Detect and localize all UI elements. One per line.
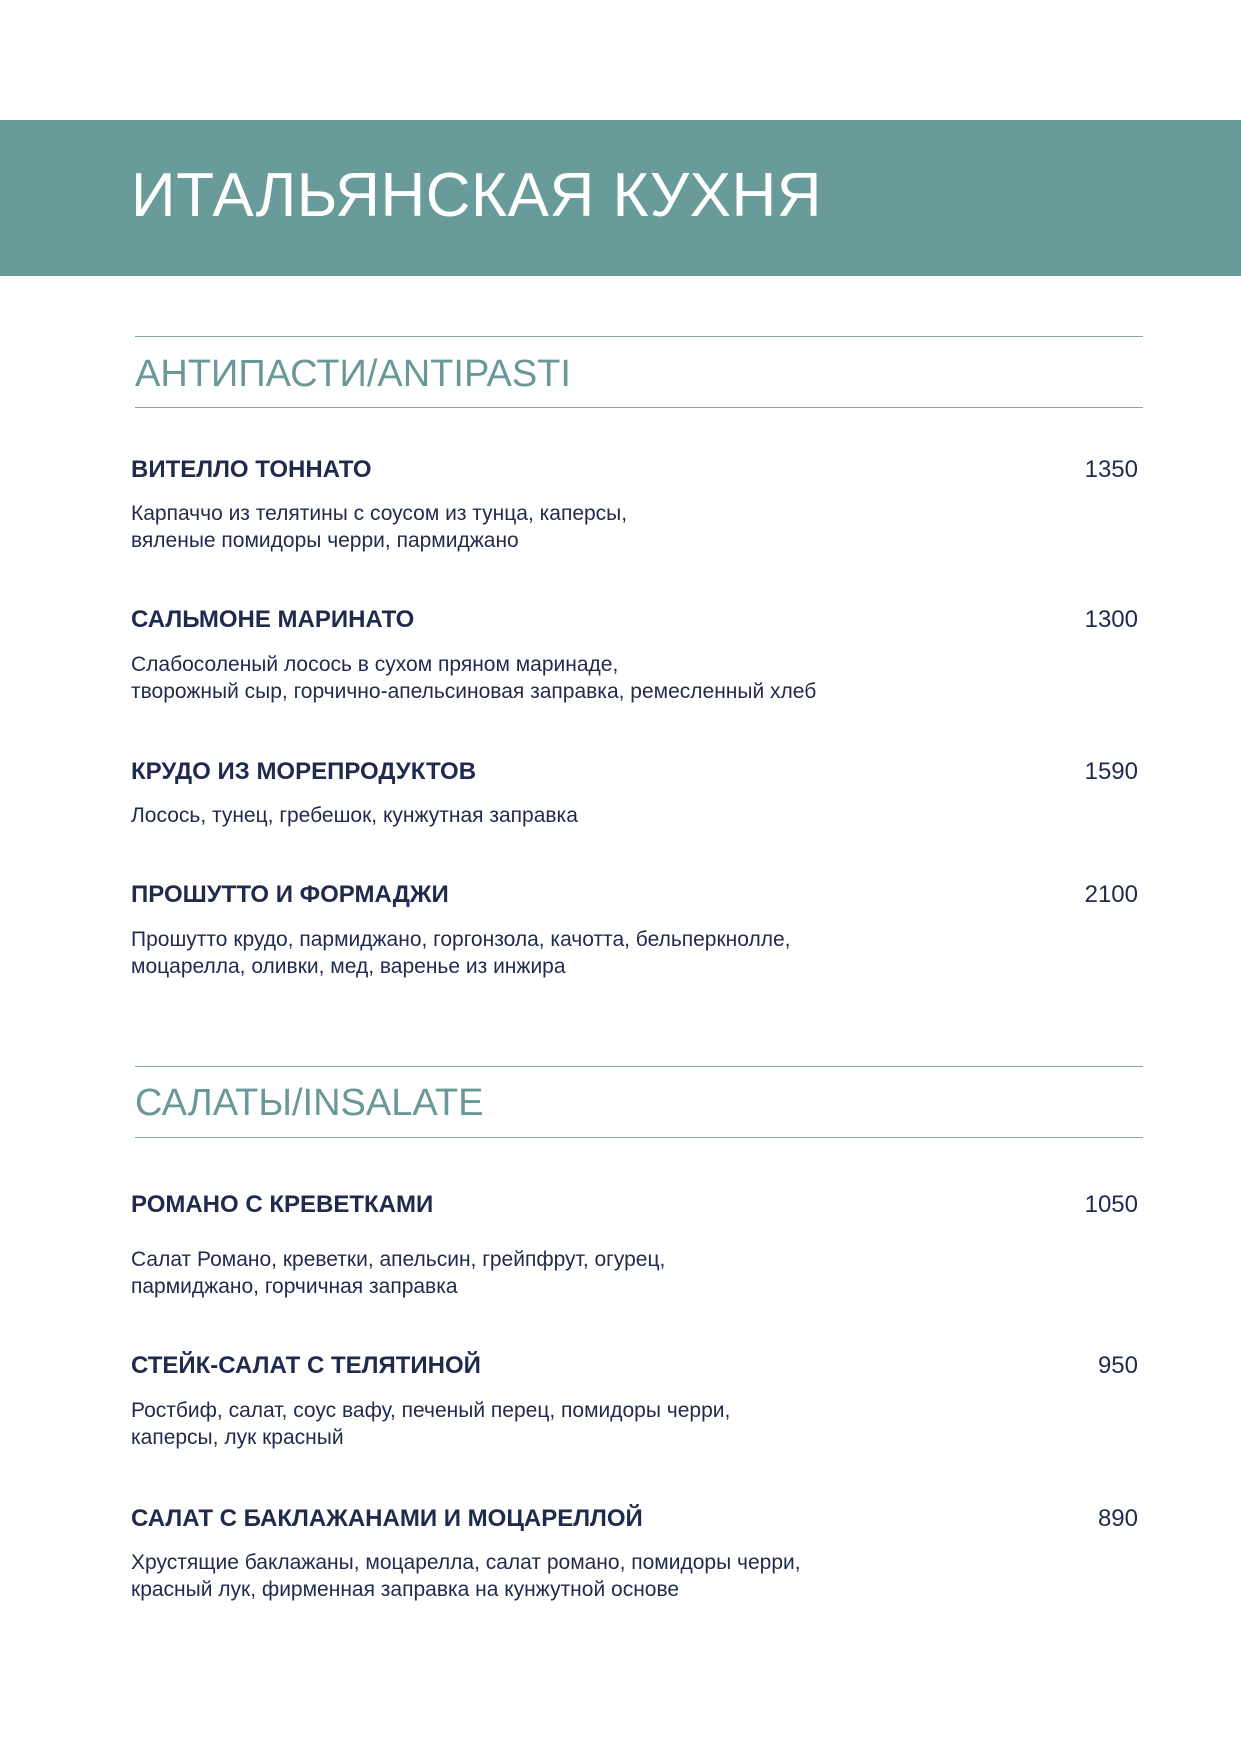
description-line: Прошутто крудо, пармиджано, горгонзола, качотта, бельперкнолле,	[131, 928, 791, 951]
description-line: Хрустящие баклажаны, моцарелла, салат романо, помидоры черри,	[131, 1551, 801, 1574]
menu-item-price: 1350	[1084, 456, 1138, 483]
menu-item-name: ПРОШУТТО И ФОРМАДЖИ	[131, 881, 449, 908]
section-title-antipasti: АНТИПАСТИ/ANTIPASTI	[135, 353, 571, 395]
section-divider-bottom	[135, 1137, 1143, 1138]
description-line: Лосось, тунец, гребешок, кунжутная заправка	[131, 804, 578, 827]
menu-item-price: 1300	[1084, 606, 1138, 633]
description-line: творожный сыр, горчично-апельсиновая заправка, ремесленный хлеб	[131, 680, 817, 703]
menu-item-price: 890	[1097, 1505, 1138, 1532]
section-divider-top	[135, 336, 1143, 337]
menu-item-description	[131, 1549, 801, 1603]
menu-item-description	[131, 1246, 665, 1300]
description-line: Ростбиф, салат, соус вафу, печеный перец, помидоры черри,	[131, 1399, 731, 1422]
menu-item-price: 1590	[1084, 758, 1138, 785]
menu-item-name: КРУДО ИЗ МОРЕПРОДУКТОВ	[131, 758, 477, 785]
menu-item-description	[131, 926, 791, 980]
menu-item-name: ВИТЕЛЛО ТОННАТО	[131, 456, 372, 483]
description-line: Слабосоленый лосось в сухом пряном маринаде,	[131, 653, 619, 676]
description-line: моцарелла, оливки, мед, варенье из инжира	[131, 955, 566, 978]
description-line: пармиджано, горчичная заправка	[131, 1275, 458, 1298]
menu-item-price: 1050	[1084, 1191, 1138, 1218]
menu-item-name: САЛЬМОНЕ МАРИНАТО	[131, 606, 415, 633]
menu-item-name: САЛАТ С БАКЛАЖАНАМИ И МОЦАРЕЛЛОЙ	[131, 1505, 643, 1532]
menu-item-description	[131, 1397, 730, 1451]
menu-item-price: 2100	[1084, 881, 1138, 908]
page-title: ИТАЛЬЯНСКАЯ КУХНЯ	[131, 161, 823, 230]
menu-item-name: РОМАНО С КРЕВЕТКАМИ	[131, 1191, 434, 1218]
description-line: Салат Романо, креветки, апельсин, грейпфрут, огурец,	[131, 1248, 666, 1271]
description-line: каперсы, лук красный	[131, 1426, 344, 1449]
menu-item-name: СТЕЙК-САЛАТ С ТЕЛЯТИНОЙ	[131, 1352, 481, 1379]
description-line: вяленые помидоры черри, пармиджано	[131, 529, 519, 552]
section-divider-top	[135, 1066, 1143, 1067]
description-line: Карпаччо из телятины с соусом из тунца, каперсы,	[131, 502, 628, 525]
section-divider-bottom	[135, 407, 1143, 408]
menu-item-description	[131, 651, 816, 705]
menu-item-description	[131, 802, 578, 829]
menu-item-description	[131, 500, 627, 554]
menu-item-price: 950	[1097, 1352, 1138, 1379]
description-line: красный лук, фирменная заправка на кунжутной основе	[131, 1578, 680, 1601]
section-title-insalate: САЛАТЫ/INSALATE	[135, 1082, 484, 1124]
